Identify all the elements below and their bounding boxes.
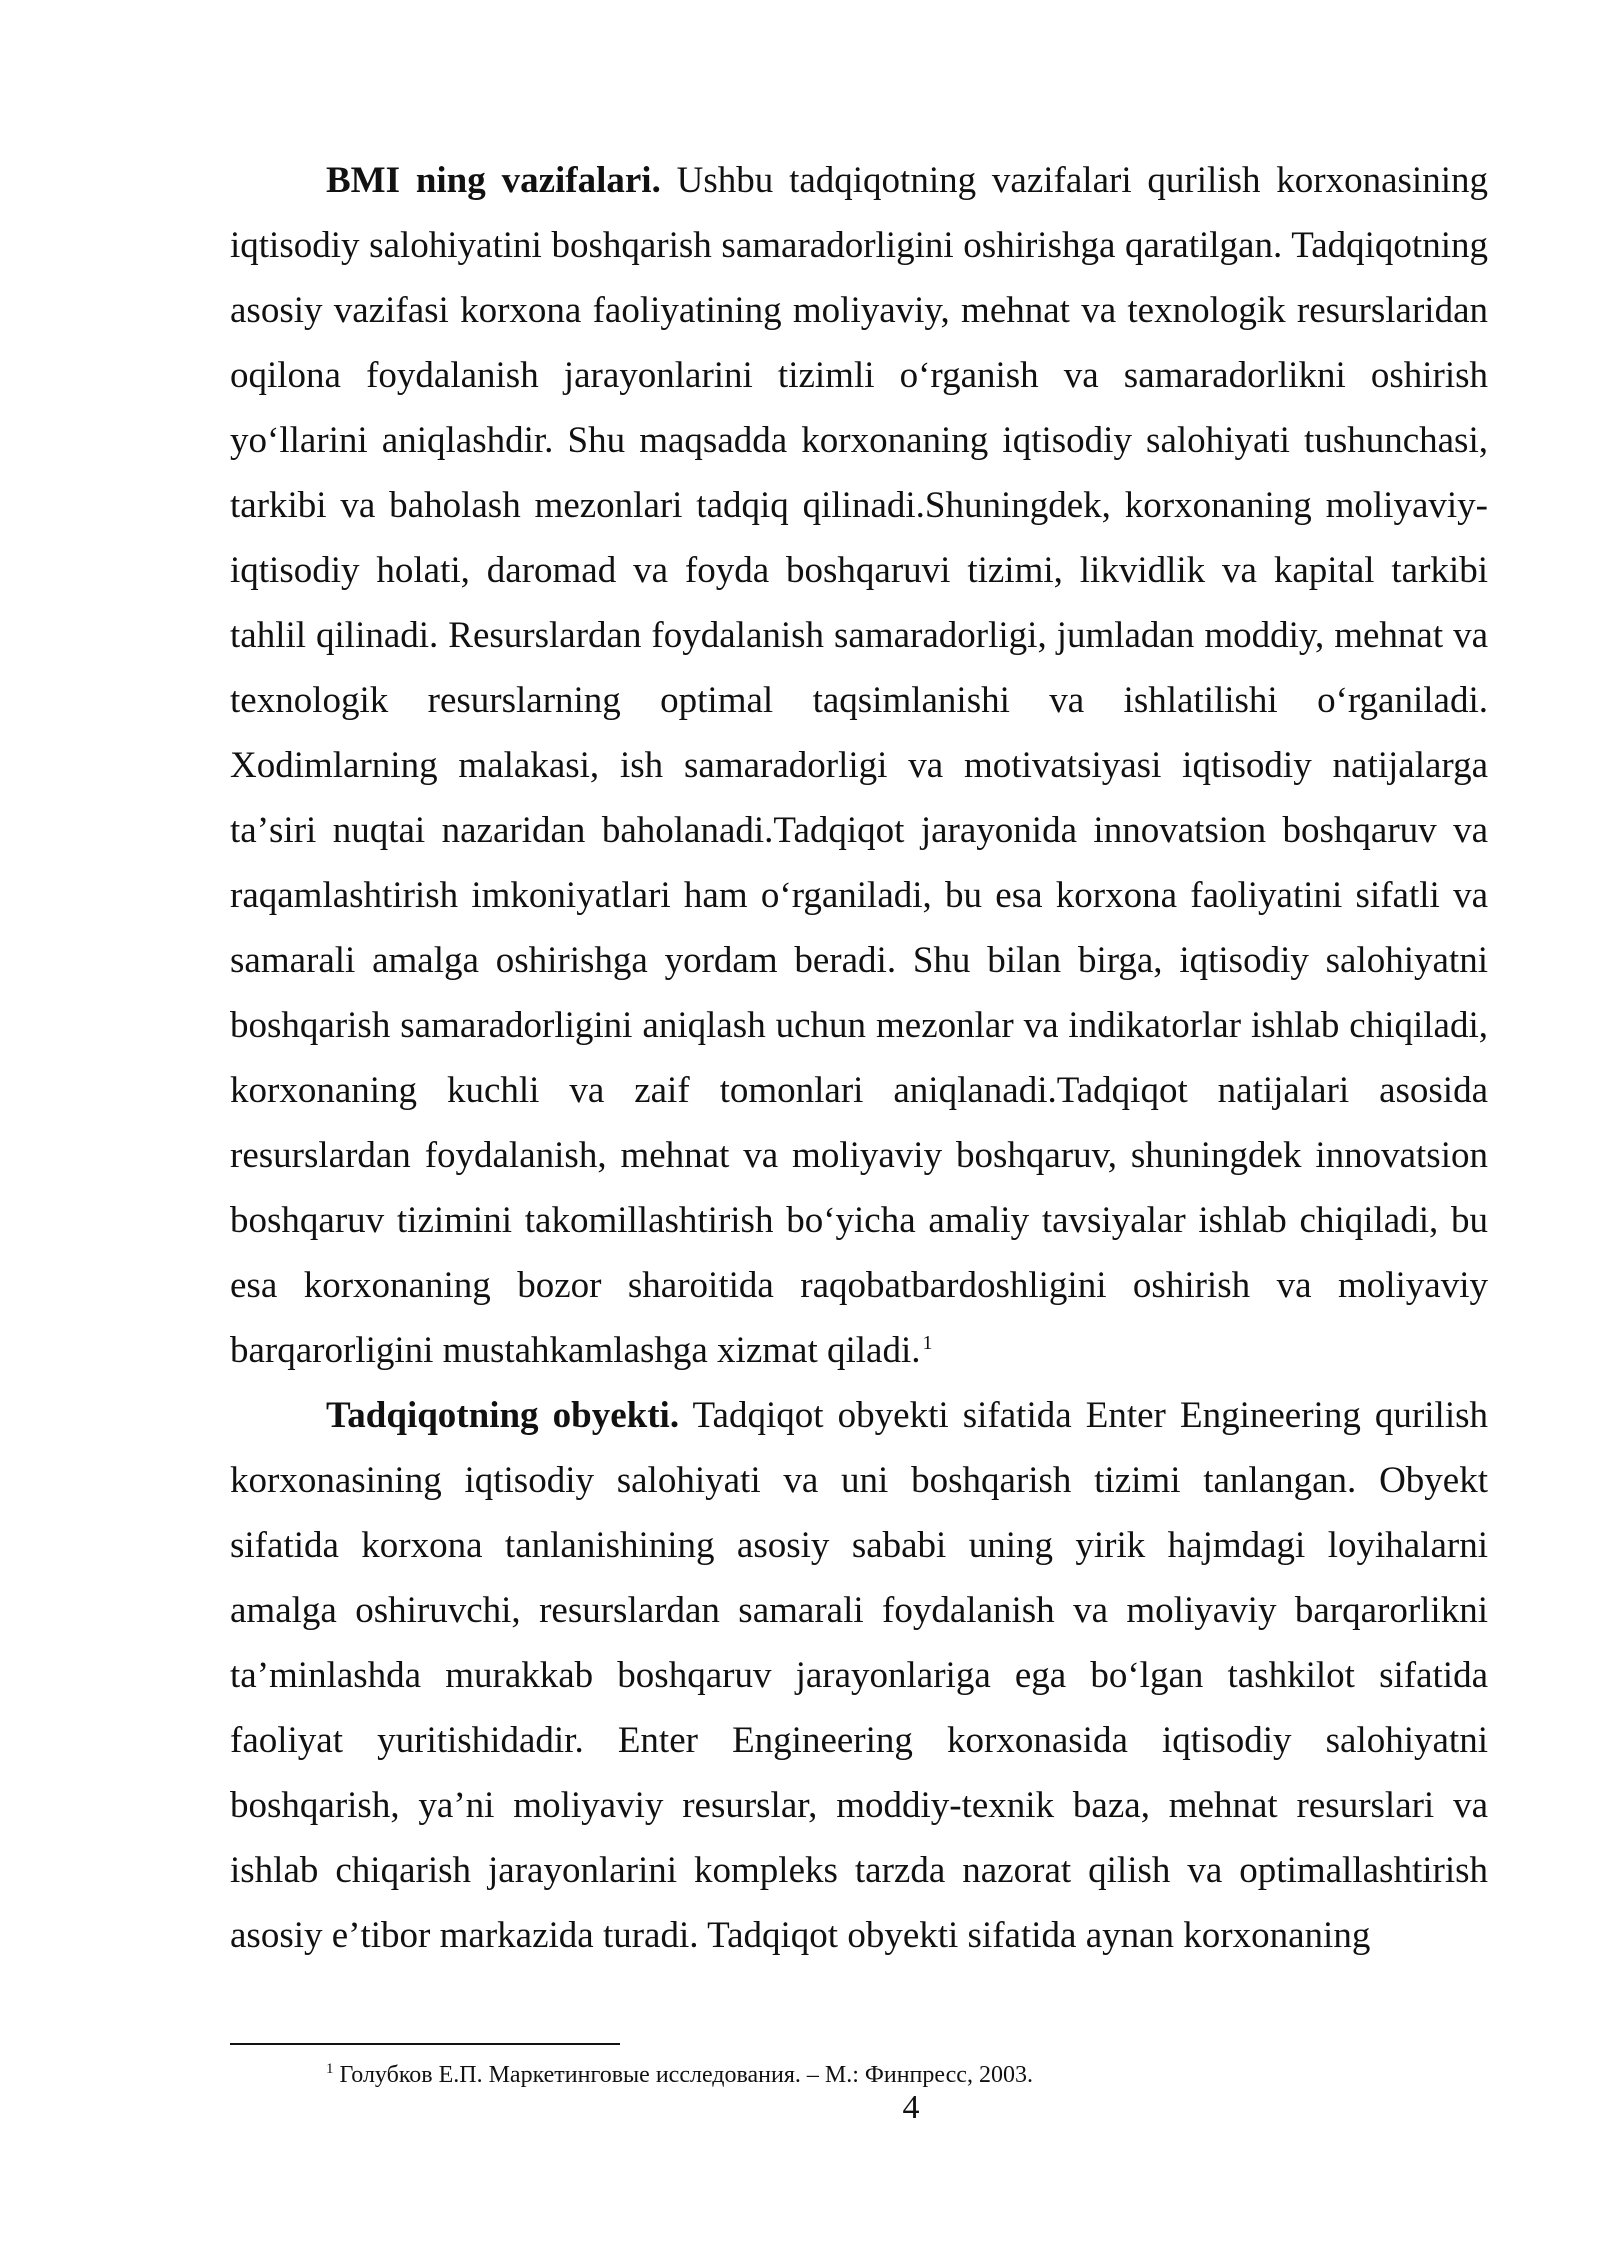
- page-number: 4: [902, 2089, 920, 2126]
- footnote-number: 1: [326, 2061, 334, 2077]
- paragraph-body: Tadqiqot obyekti sifatida Enter Engineering qurilish korxonasining iqtisodiy salohiyati va uni boshqarish tizimi tanlangan. Obyekt sifatida korxona tanlanishining asosiy sababi uning yirik hajmdagi loyihalarni amalga oshiruvchi, resurslardan samarali foydalanish va moliyaviy barqarorlikni taʼminlashda murakkab boshqaruv jarayonlariga ega boʻlgan tashkilot sifatida faoliyat yuritishidadir. Enter Engineering korxonasida iqtisodiy salohiyatni boshqarish, yaʼni moliyaviy resurslar, moddiy-texnik baza, mehnat resurslari va ishlab chiqarish jarayonlarini kompleks tarzda nazorat qilish va optimallashtirish asosiy eʼtibor markazida turadi. Tadqiqot obyekti sifatida aynan korxonaning: [230, 1395, 1488, 1956]
- paragraph-heading: BMI ning vazifalari.: [326, 160, 661, 201]
- footnote-reference[interactable]: 1: [922, 1331, 933, 1354]
- footnote-separator: [230, 2043, 620, 2045]
- footnote: [326, 2058, 1486, 2092]
- paragraph-tasks: [230, 148, 1488, 1383]
- paragraph-object: [230, 1383, 1488, 1968]
- body-text: [230, 148, 1488, 1968]
- paragraph-heading: Tadqiqotning obyekti.: [326, 1395, 680, 1436]
- footnote-text: Голубков Е.П. Маркетинговые исследования. – М.: Финпресс, 2003.: [339, 2062, 1033, 2088]
- paragraph-body: Ushbu tadqiqotning vazifalari qurilish korxonasining iqtisodiy salohiyatini boshqarish samaradorligini oshirishga qaratilgan. Tadqiqotning asosiy vazifasi korxona faoliyatining moliyaviy, mehnat va texnologik resurslaridan oqilona foydalanish jarayonlarini tizimli oʻrganish va samaradorlikni oshirish yoʻllarini aniqlashdir. Shu maqsadda korxonaning iqtisodiy salohiyati tushunchasi, tarkibi va baholash mezonlari tadqiq qilinadi.Shuningdek, korxonaning moliyaviy-iqtisodiy holati, daromad va foyda boshqaruvi tizimi, likvidlik va kapital tarkibi tahlil qilinadi. Resurslardan foydalanish samaradorligi, jumladan moddiy, mehnat va texnologik resurslarning optimal taqsimlanishi va ishlatilishi oʻrganiladi. Xodimlarning malakasi, ish samaradorligi va motivatsiyasi iqtisodiy natijalarga taʼsiri nuqtai nazaridan baholanadi.Tadqiqot jarayonida innovatsion boshqaruv va raqamlashtirish imkoniyatlari ham oʻrganiladi, bu esa korxona faoliyatini sifatli va samarali amalga oshirishga yordam beradi. Shu bilan birga, iqtisodiy salohiyatni boshqarish samaradorligini aniqlash uchun mezonlar va indikatorlar ishlab chiqiladi, korxonaning kuchli va zaif tomonlari aniqlanadi.Tadqiqot natijalari asosida resurslardan foydalanish, mehnat va moliyaviy boshqaruv, shuningdek innovatsion boshqaruv tizimini takomillashtirish boʻyicha amaliy tavsiyalar ishlab chiqiladi, bu esa korxonaning bozor sharoitida raqobatbardoshligini oshirish va moliyaviy barqarorligini mustahkamlashga xizmat qiladi.: [230, 160, 1488, 1371]
